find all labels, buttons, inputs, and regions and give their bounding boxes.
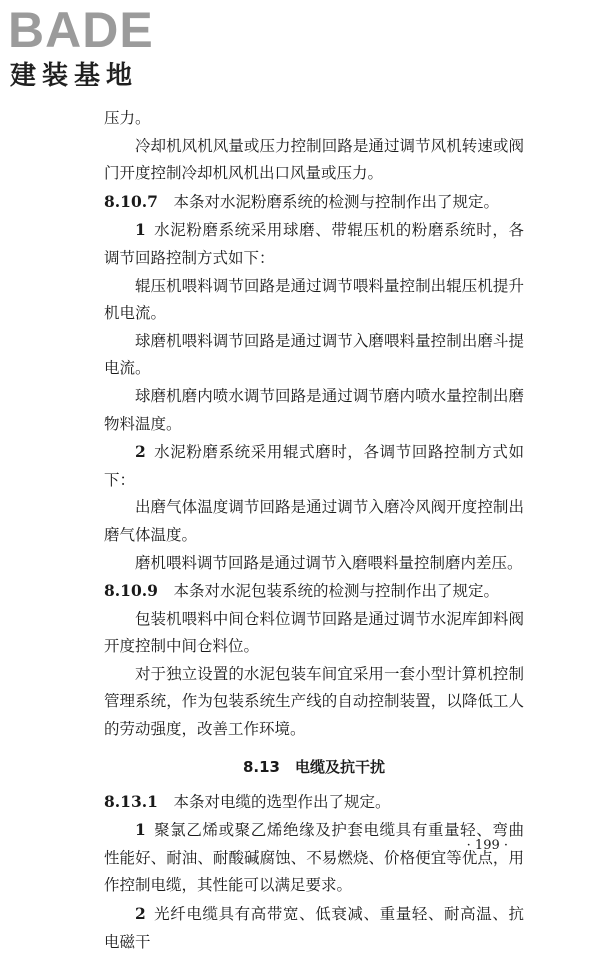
paragraph-text: 磨机喂料调节回路是通过调节入磨喂料量控制磨内差压。 [135, 553, 523, 572]
paragraph [104, 133, 524, 188]
item-paragraph [104, 900, 524, 956]
paragraph-text: 球磨机磨内喷水调节回路是通过调节磨内喷水量控制出磨物料温度。 [104, 386, 524, 433]
clause-number: 8.10.7 [104, 191, 158, 211]
section-number: 8.13 [242, 757, 280, 776]
paragraph-text: 本条对水泥粉磨系统的检测与控制作出了规定。 [173, 192, 499, 211]
item-number: 2 [135, 442, 146, 462]
item-paragraph [104, 438, 524, 494]
paragraph [104, 550, 524, 578]
clause-paragraph [104, 788, 524, 817]
item-number: 2 [135, 904, 146, 924]
page-number: · 199 · [466, 838, 508, 853]
item-number: 1 [135, 820, 146, 840]
logo-wordmark: BADE [8, 2, 154, 58]
paragraph-text: 光纤电缆具有高带宽、低衰减、重量轻、耐高温、抗电磁干 [104, 905, 524, 951]
paragraph [104, 105, 524, 133]
paragraph-text: 本条对电缆的选型作出了规定。 [173, 792, 391, 811]
item-paragraph [104, 816, 524, 900]
clause-paragraph [104, 188, 524, 217]
paragraph-text: 水泥粉磨系统采用辊式磨时，各调节回路控制方式如下： [104, 443, 524, 489]
paragraph [104, 273, 524, 328]
paragraph-text: 水泥粉磨系统采用球磨、带辊压机的粉磨系统时，各调节回路控制方式如下： [104, 221, 524, 267]
paragraph [104, 494, 524, 549]
paragraph-text: 球磨机喂料调节回路是通过调节入磨喂料量控制出磨斗提电流。 [104, 331, 524, 378]
section-title-text: 电缆及抗干扰 [295, 757, 386, 776]
paragraph-text: 包装机喂料中间仓料位调节回路是通过调节水泥库卸料阀开度控制中间仓料位。 [104, 609, 524, 656]
paragraph [104, 328, 524, 383]
item-number: 1 [135, 220, 146, 240]
paragraph-text: 聚氯乙烯或聚乙烯绝缘及护套电缆具有重量轻、弯曲性能好、耐油、耐酸碱腐蚀、不易燃烧、价格便宜等优点，用作控制电缆，其性能可以满足要求。 [104, 821, 524, 895]
clause-paragraph [104, 577, 524, 606]
paragraph-text: 压力。 [104, 109, 151, 127]
clause-number: 8.10.9 [104, 581, 158, 601]
logo-subtitle: 建装基地 [10, 61, 139, 91]
paragraph [104, 383, 524, 438]
clause-number: 8.13.1 [104, 791, 158, 811]
page-body [104, 105, 524, 956]
paragraph-text: 冷却机风机风量或压力控制回路是通过调节风机转速或阀门开度控制冷却机风机出口风量或压力。 [104, 136, 524, 183]
paragraph-text: 出磨气体温度调节回路是通过调节入磨冷风阀开度控制出磨气体温度。 [104, 498, 524, 544]
paragraph-text: 本条对水泥包装系统的检测与控制作出了规定。 [173, 582, 499, 601]
paragraph [104, 661, 524, 744]
item-paragraph [104, 216, 524, 272]
bade-logo [8, 4, 178, 99]
paragraph [104, 606, 524, 661]
paragraph-text: 对于独立设置的水泥包装车间宜采用一套小型计算机控制管理系统，作为包装系统生产线的自动控制装置，以降低工人的劳动强度，改善工作环境。 [104, 664, 524, 739]
section-title [104, 754, 524, 780]
paragraph-text: 辊压机喂料调节回路是通过调节喂料量控制出辊压机提升机电流。 [104, 276, 524, 323]
